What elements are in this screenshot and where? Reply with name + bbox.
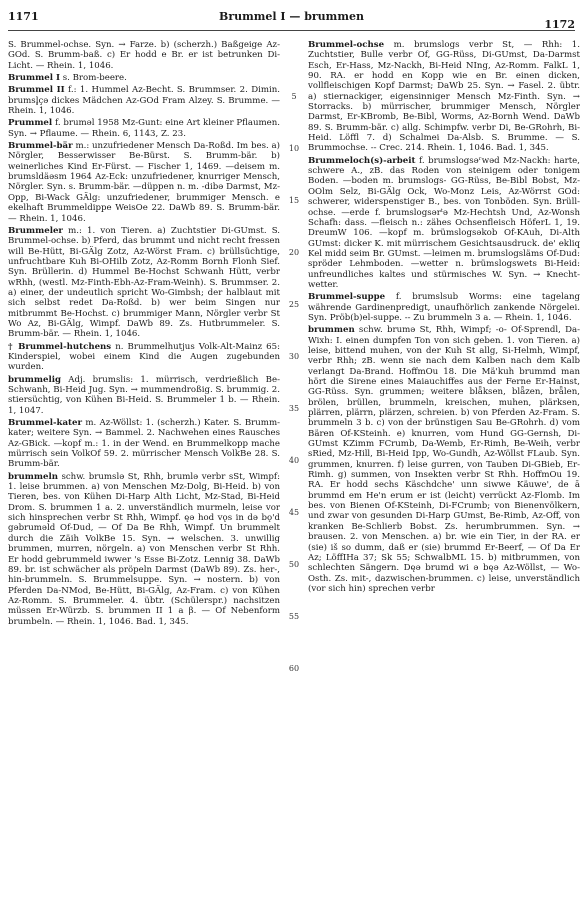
entry: Brummeloch(s)-arbeit f. brumslogsəʳwəd Mz-Nackh: harte, schwere A., zB. das Roden von steinigem oder tonigem Boden. —boden m. brumslogs- GG-Rüss, Be-Bibl Bobst, Mz-OOlm Selz, Bi-GÄlg Ock, Wo-Monz Leis, Az-Wörrst GOd: schwerer, widerspenstiger B., bes. von Tonböden. Syn. Brüll-ochse. —erde f. brumslogsərᵗə Mz-Hechtsh Und, Az-Wonsh Schafh: dass. —fleisch n.: zähes Ochsenfleisch HöferL 1, 19. DreumW 106. —kopf m. brümslogsǝkob Of-KAuh, Di-Alth GUmst: dicker K. mit mürrischem Gesichtsausdruck. de' ekliq Kel midd seim Br. GUmst. —leimen m. brumslogsläms Of-Dud: spröder Lehmboden. —wetter n. brümslogswets Bi-Heid: unfreundliches kaltes und stürmisches W. Syn. → Knecht-wetter. — [308, 155, 581, 290]
page-number-left: 1171 — [8, 10, 39, 23]
entry: Brummel II f.: 1. Hummel Az-Becht. S. Brummser. 2. Dimin. brumsl̥çə dickes Mädchen Az-GOd Fram Alzey. S. Brumme. — Rhein. 1, 1046. — [8, 85, 280, 117]
entry: Brummel-ochse m. brumslogs verbr St, — Rhh: 1. Zuchtstier, Bulle verbr Of, GG-Rüss, Di-GUmst, Da-Darmst Esch, Er-Hass, Mz-Nackh, Bi-Heid NIng, Az-Romm. FalkL 1, 90. RA. er hodd en Kopp wie en Br. einen dicken, vollfleischigen Kopf Darmst; DaWb 25. Syn. → Fasel. 2. übtr. a) stiernackiger, eigensinniger Mensch Mz-Finth. Syn. → Storracks. b) mürrischer, brummiger Mensch, Nörgler Darmst, Er-KBromb, Be-Bibl, Worms, Az-Bornh Wend. DaWb 89. S. Brumm-bär. c) allg. Schimpfw. verbr Di, Be-GRohrh, Bi-Heid. Löffl 7. d) Schalmei Da-Alsb. S. Brumme. — S. Brummochse. -- Crec. 214. Rhein. 1, 1046. Bad. 1, 345. — [308, 40, 580, 154]
line-number-gutter — [282, 40, 306, 900]
right-column — [308, 40, 580, 596]
line-number: 25 — [288, 300, 300, 309]
page-header — [8, 8, 575, 31]
line-number: 45 — [288, 508, 300, 517]
line-number: 60 — [288, 664, 300, 673]
entry: Brummel-bär m.: unzufriedener Mensch Da-Roßd. Im bes. a) Nörgler, Besserwisser Be-Bürst. S. Brumm-bär. b) weinerliches Kind Er-Fürst. — Fischer 1, 1469. —deisem m. brumsldäəsm 1964 Az-Eck: unzufriedener, knurriger Mensch, Nörgler. Syn. s. Brumm-bär. —düppen n. m. -dibə Darmst, Mz-Opp, Bi-Wack GÄlg: unzufriedener, brummiger Mensch. e ekelhaft Brummeldippe WeisOe 22. DaWb 89. S. Brumm-bär. — Rhein. 1, 1046. — [8, 141, 280, 224]
left-column — [8, 40, 280, 629]
line-number: 50 — [288, 560, 300, 569]
entry: brummeln schw. brumslə St, Rhh, brumlə verbr sSt, Wimpf: 1. leise brummen. a) von Menschen Mz-Dolg, Bi-Heid. b) von Tieren, bes. von Kühen Di-Harp Alth Licht, Mz-Stad, Bi-Heid Drom. S. brummen 1 a. 2. unverständlich murmeln, leise vor sich hinsprechen verbr St Rhh, Wimpf. ęə hod vǫs in də bǫ'd gəbrumǝld Of-Dud, — Of Da Be Rhh, Wimpf. Un brummelt durch die Zäih VolkBe 15. Syn. → welschen. 3. unwillig brummen, murren, nörgeln. a) von Menschen verbr St Rhh. Er hodd gebrummeld iwwer 's Esse Bi-Zotz. Lennig 38. DaWb 89. br. ist schwächer als pröpeln Darmst (DaWb 89). Zs. her-, hin-brummeln. S. Brummelsuppe. Syn. → nostern. b) von Pferden Da-NMod, Be-Hütt, Bi-GÄlg, Az-Fram. c) von Kühen Az-Romm. S. Brummeler. 4. übtr. (Schülerspr.) nachsitzen müssen Er-Würzb. S. brummen II 1 a β. — Of Nebenform brumbeln. — Rhein. 1, 1046. Bad. 1, 345. — [8, 471, 280, 627]
entry: † Brummel-hutchens n. Brummelhutjus Volk-Alt-Mainz 65: Kinderspiel, wobei einem Kind die Augen zugebunden wurden. — [8, 341, 281, 373]
entry: Brummel-kater m. Az-Wöllst: 1. (scherzh.) Kater. S. Brumm-kater; weitere Syn. → Bammel. 2. Nachwehen eines Rausches Az-GBick. —kopf m.: 1. in der Wend. en Brummelkopp mache mürrisch sein VolkOf 59. 2. mürrischer Mensch VolkBe 28. S. Brumm-bär. — [8, 418, 281, 470]
entry: brummelig Adj. brumslis: 1. mürrisch, verdrießlich Be-Schwanh, Bi-Heid Jug. Syn. → mummendroßig. S. brummig. 2. stiersüchtig, von Kühen Bi-Heid. S. Brummeler 1 b. — Rhein. 1, 1047. — [8, 374, 280, 416]
entry: Brummel I s. Brom-beere. — [8, 73, 127, 84]
line-number: 20 — [288, 248, 300, 257]
line-number: 30 — [288, 352, 300, 361]
running-title: Brummel I — brummen — [219, 10, 364, 23]
line-number: 35 — [288, 404, 300, 413]
page-number-right: 1172 — [544, 18, 575, 31]
entry: Prummel f. brumǝl 1958 Mz-Gunt: eine Art kleiner Pflaumen. Syn. → Pflaume. — Rhein. 6, 1143, Z. 23. — [8, 118, 281, 139]
line-number: 55 — [288, 612, 300, 621]
line-number: 5 — [291, 92, 297, 101]
line-number: 40 — [288, 456, 300, 465]
line-number: 10 — [288, 144, 300, 153]
entry: Brummeler m.: 1. von Tieren. a) Zuchtstier Di-GUmst. S. Brummel-ochse. b) Pferd, das brummt und nicht recht fressen will Be-Hütt, Bi-GÄlg Zotz, Az-Wörst Fram. c) brüllsüchtige, unfruchtbare Kuh Bi-OHilb Zotz, Az-Romm Bornh Flonh Sief. Syn. Brüllerin. d) Hummel Be-Hochst Schwanh Hütt, verbr wRhh, (westl. Mz-Finth-Ebh-Az-Fram-Weinh). S. Brummser. 2. a) einer, der undeutlich spricht Wo-Gimbsh; der halblaut mit sich selbst redet Da-Roßd. b) wer beim Singen nur mitbrummt Be-Hochst. c) brummiger Mann, Nörgler verbr St Wo Az, Bi-GÄlg, Wimpf. DaWb 89. Zs. Hutbrummeler. S. Brumm-bär. — Rhein. 1, 1046. — [8, 225, 281, 340]
entry: Brummel-suppe f. brumslsub Worms: eine tagelang währende Gardinenpredigt, unaufhörlich zankende Nörgelei. Syn. Pröb(b)el-suppe. -- Zu brummeln 3 a. — Rhein. 1, 1046. — [308, 292, 580, 323]
entry: brummen schw. brumə St, Rhh, Wimpf; -o- Of-Sprendl, Da-Wixh: I. einen dumpfen Ton von sich geben. 1. von Tieren. a) leise, bittend muhen, von der Kuh St allg, Si-Helmh, Wimpf, verbr Rhh; zB. wenn sie nach dem Kalben nach dem Kalb verlangt Da-Brand. HoffmOu 18. Die Mä'kuh brummd man hört die Sirene eines Maiauchiffes aus der Ferne Er-Hainst, GG-Rüss. Syn. grummen; weitere blǟksen, blǟzen, brǟlen, brölen, brüllen, brummeln, kreischen, muhen, plärksen, plärren, plärrn, plärzen, schreien. b) von Pferden Az-Fram. S. brummeln 3 b. c) von der brünstigen Sau Be-GRohrh. d) vom Bären Of-KSteinh. e) knurren, vom Hund GG-Gernsh, Di-GUmst KZimm FCrumb, Da-Wemb, Er-Rimh, Be-Weih, verbr sRied, Mz-Hill, Bi-Heid Ipp, Wo-Gundh, Az-Wöllst FLaub. Syn. grummen, knurren. f) leise gurren, von Tauben Di-GBieb, Er-Rimh. g) summen, von Insekten verbr St Rhh. HoffmOu 19. RA. Er hodd sechs Käschdche' unn siwwe Käuwe', de ā brummd em He'n erum er ist (leicht) verrückt Az-Flomb. Im bes. von Bienen Of-KSteinh, Di-FCrumb; von Bienenvölkern, und zwar von gesunden Di-Harp GUmst, Be-Rimb, Az-Off, von kranken Be-Schlierb Bobst. Zs. herumbrummen. Syn. → brausen. 2. von Menschen. a) br. wie ein Tier, in der RA. er (sie) iš so dumm, daß er (sie) brummd Er-Beerf, — Of Da Er Az; LöffIHa 37; Sk 55; SchwalbML 15. b) mitbrummen, von schlechten Sängern. Dęə brumd wi ə bęə Az-Wöllst, — Wo-Osth. Zs. mit-, dazwischen-brummen. c) leise, unverständlich (vor sich hin) sprechen verbr — [308, 325, 581, 594]
entry: S. Brummel-ochse. Syn. → Farze. b) (scherzh.) Baßgeige Az-GOd. S. Brumm-baß. c) Er hodd e Br. er ist betrunken Di-Licht. — Rhein. 1, 1046. — [8, 40, 280, 71]
line-number: 15 — [288, 196, 300, 205]
